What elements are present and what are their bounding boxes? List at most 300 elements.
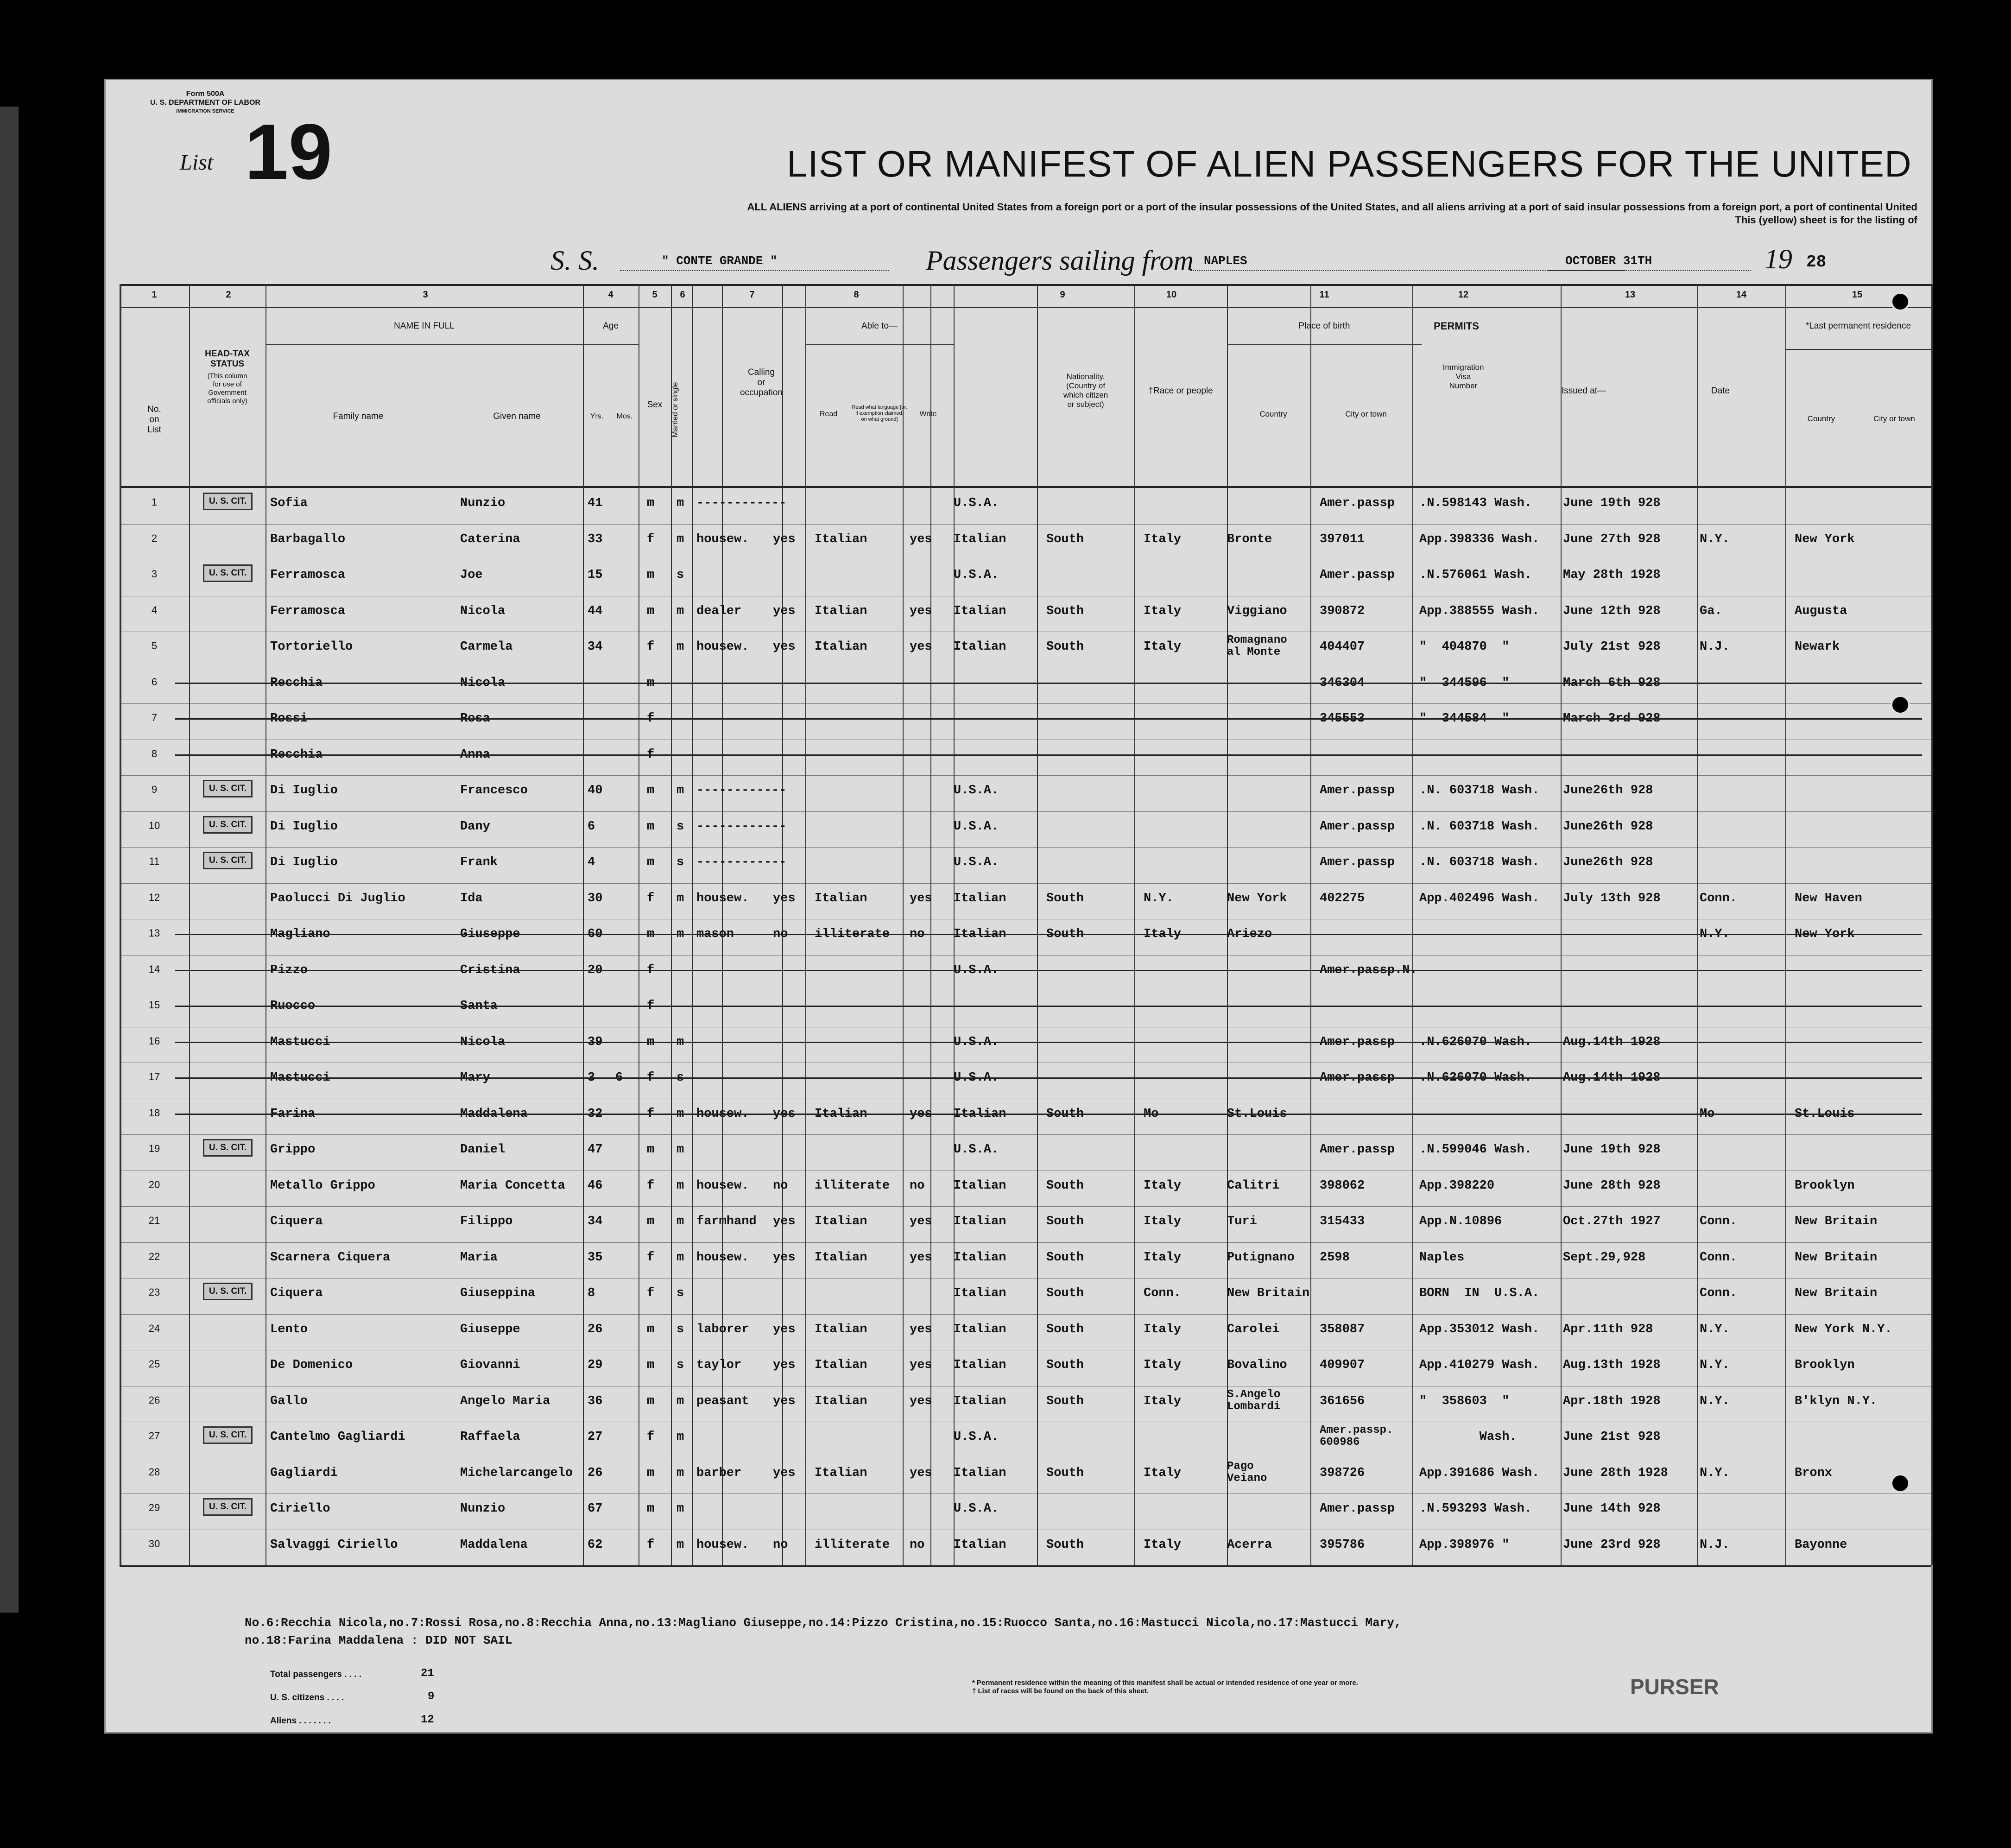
marital-status: m	[677, 532, 684, 546]
birth-city: Turi	[1227, 1215, 1257, 1228]
birth-country: Italy	[1144, 1466, 1182, 1480]
strike-through-line	[175, 718, 1922, 720]
column-rule	[1037, 284, 1038, 1565]
permit-date: June 21st 928	[1563, 1430, 1661, 1444]
residence-city: St.Louis	[1795, 1107, 1855, 1121]
given-name: Joe	[460, 568, 483, 582]
birth-city: Calitri	[1227, 1178, 1280, 1193]
visa-number: 2598	[1320, 1250, 1350, 1265]
us-citizens-value: 9	[428, 1690, 435, 1703]
ship-name: " CONTE GRANDE "	[662, 254, 778, 268]
permit-date: June 19th 928	[1563, 1143, 1661, 1157]
header-issued-at: Issued at—	[1561, 386, 1606, 396]
can-read: no	[773, 927, 788, 941]
visa-number: 346304	[1320, 676, 1365, 690]
marital-status: m	[677, 1394, 684, 1408]
family-name: Grippo	[270, 1143, 316, 1157]
sex: f	[647, 891, 655, 905]
sex: f	[647, 712, 655, 726]
race: South	[1046, 1286, 1084, 1300]
permit-date: Apr.18th 1928	[1563, 1394, 1661, 1408]
column-number: 3	[423, 290, 428, 300]
family-name: Tortoriello	[270, 640, 353, 654]
permit-date: Aug.14th 1928	[1563, 1035, 1661, 1049]
can-write: yes	[910, 532, 932, 546]
family-name: Mastucci	[270, 1035, 330, 1049]
can-write: no	[910, 927, 925, 941]
header-place-of-birth: Place of birth	[1298, 321, 1350, 331]
us-citizen-stamp: U. S. CIT.	[203, 780, 253, 797]
residence-city: New Britain	[1795, 1250, 1878, 1265]
marital-status: m	[677, 1215, 684, 1228]
family-name: De Domenico	[270, 1358, 353, 1372]
header-write: Write	[919, 410, 937, 418]
nationality: Italian	[954, 1286, 1006, 1300]
row-number: 20	[148, 1178, 160, 1190]
residence-city: New Britain	[1795, 1215, 1878, 1228]
row-number: 19	[148, 1143, 160, 1154]
ss-label: S. S.	[550, 245, 599, 276]
can-write: yes	[910, 891, 932, 905]
marital-status: s	[677, 855, 684, 869]
visa-number: Amer.passp	[1320, 568, 1395, 582]
family-name: Barbagallo	[270, 532, 346, 546]
issued-at: " 358603 "	[1419, 1394, 1510, 1408]
given-name: Filippo	[460, 1215, 513, 1228]
nationality: Italian	[954, 1466, 1006, 1480]
date-fill-line	[1547, 270, 1751, 271]
given-name: Santa	[460, 999, 498, 1013]
visa-number: 315433	[1320, 1215, 1365, 1228]
can-read: yes	[773, 1466, 796, 1480]
header-head-tax-note: (This column for use of Government officials only)	[207, 372, 247, 405]
can-write: no	[910, 1178, 925, 1193]
residence-country: N.J.	[1700, 1538, 1730, 1552]
age-years: 15	[588, 568, 603, 582]
can-read: yes	[773, 1322, 796, 1336]
sex: f	[647, 747, 655, 762]
row-number: 11	[149, 855, 160, 867]
column-number: 9	[1060, 290, 1065, 300]
issued-at: App.410279 Wash.	[1419, 1358, 1540, 1372]
can-read: no	[773, 1538, 788, 1552]
read-language: Italian	[815, 1215, 867, 1228]
can-write: yes	[910, 640, 932, 654]
age-years: 36	[588, 1394, 603, 1408]
birth-country: Italy	[1144, 927, 1182, 941]
race: South	[1046, 1107, 1084, 1121]
family-name: Salvaggi Ciriello	[270, 1538, 398, 1552]
age-years: 26	[588, 1466, 603, 1480]
age-years: 29	[588, 1358, 603, 1372]
visa-number: Amer.passp	[1320, 1143, 1395, 1157]
age-years: 39	[588, 1035, 603, 1049]
visa-number: 398062	[1320, 1178, 1365, 1193]
header-sex: Sex	[647, 400, 663, 410]
column-number: 8	[854, 290, 859, 300]
age-years: 34	[588, 640, 603, 654]
read-language: illiterate	[815, 1178, 890, 1193]
sex: m	[647, 676, 655, 690]
read-language: Italian	[815, 1107, 867, 1121]
occupation: housew.	[696, 891, 749, 905]
can-write: yes	[910, 1215, 932, 1228]
binder-ring	[1891, 292, 1910, 311]
nationality: Italian	[954, 1394, 1006, 1408]
residence-city: New Britain	[1795, 1286, 1878, 1300]
given-name: Mary	[460, 1071, 490, 1085]
column-rule	[1697, 284, 1698, 1565]
row-rule	[120, 1314, 1931, 1315]
list-label: List	[180, 150, 214, 175]
race: South	[1046, 891, 1084, 905]
header-no-on-list: No. on List	[147, 405, 161, 435]
header-able-to: Able to—	[861, 321, 898, 331]
issued-at: App.398220	[1419, 1178, 1495, 1193]
header-language: Read what language [or, if exemption claimed, on what ground]	[852, 405, 907, 422]
issued-at: App.402496 Wash.	[1419, 891, 1540, 905]
list-number: 19	[245, 108, 333, 196]
age-months: 6	[615, 1071, 623, 1085]
row-rule	[120, 1134, 1931, 1135]
row-number: 15	[148, 999, 160, 1011]
strike-through-line	[175, 683, 1922, 684]
us-citizen-stamp: U. S. CIT.	[203, 493, 253, 510]
occupation: barber	[696, 1466, 742, 1480]
residence-city: B'klyn N.Y.	[1795, 1394, 1878, 1408]
marital-status: m	[677, 1430, 684, 1444]
strike-through-line	[175, 754, 1922, 756]
nationality: U.S.A.	[954, 1430, 999, 1444]
column-number: 15	[1852, 290, 1863, 300]
permit-date: June 23rd 928	[1563, 1538, 1661, 1552]
column-rule	[930, 284, 931, 1565]
permit-date: July 21st 928	[1563, 640, 1661, 654]
row-number: 26	[148, 1394, 160, 1406]
race: South	[1046, 1322, 1084, 1336]
age-years: 47	[588, 1143, 603, 1157]
permit-date: June26th 928	[1563, 855, 1653, 869]
residence-city: New Haven	[1795, 891, 1862, 905]
column-rule	[692, 284, 693, 1565]
issued-at: .N. 603718 Wash.	[1419, 784, 1540, 797]
nationality: Italian	[954, 604, 1006, 618]
family-name: Magliano	[270, 927, 330, 941]
given-name: Carmela	[460, 640, 513, 654]
residence-city: Brooklyn	[1795, 1178, 1855, 1193]
row-number: 8	[151, 747, 158, 759]
issued-at: App.398336 Wash.	[1419, 532, 1540, 546]
aliens-label: Aliens . . . . . . .	[270, 1716, 331, 1726]
nationality: Italian	[954, 532, 1006, 546]
column-number: 12	[1458, 290, 1469, 300]
row-rule	[120, 811, 1931, 812]
binder-ring	[1891, 695, 1910, 715]
race: South	[1046, 1358, 1084, 1372]
table-top-border	[120, 284, 1931, 286]
column-number-divider	[120, 307, 1931, 308]
column-number: 14	[1736, 290, 1747, 300]
sex: m	[647, 819, 655, 834]
marital-status: s	[677, 1286, 684, 1300]
issued-at: Naples	[1419, 1250, 1465, 1265]
header-race: †Race or people	[1148, 386, 1213, 396]
sex: m	[647, 855, 655, 869]
occupation: peasant	[696, 1394, 749, 1408]
visa-number: 404407	[1320, 640, 1365, 654]
can-write: yes	[910, 1107, 932, 1121]
column-number: 1	[152, 290, 157, 300]
marital-status: m	[677, 1502, 684, 1516]
row-rule	[120, 524, 1931, 525]
marital-status: m	[677, 1178, 684, 1193]
birth-country: Italy	[1144, 1215, 1182, 1228]
given-name: Frank	[460, 855, 498, 869]
birth-city: Carolei	[1227, 1322, 1280, 1336]
column-rule	[805, 284, 806, 1565]
residence-country: N.Y.	[1700, 1322, 1730, 1336]
sex: m	[647, 604, 655, 618]
column-rule	[1561, 284, 1562, 1565]
residence-country: Conn.	[1700, 1286, 1738, 1300]
birth-city: Putignano	[1227, 1250, 1295, 1265]
age-years: 6	[588, 819, 595, 834]
given-name: Dany	[460, 819, 490, 834]
given-name: Francesco	[460, 784, 528, 797]
residence-city: Augusta	[1795, 604, 1847, 618]
can-write: yes	[910, 1466, 932, 1480]
birth-city: Ariezo	[1227, 927, 1272, 941]
total-passengers-label: Total passengers . . . .	[270, 1670, 362, 1679]
issued-at: App.353012 Wash.	[1419, 1322, 1540, 1336]
marital-status: m	[677, 1143, 684, 1157]
family-name: Ferramosca	[270, 604, 346, 618]
permit-date: Apr.11th 928	[1563, 1322, 1653, 1336]
can-read: yes	[773, 1358, 796, 1372]
residence-country: Conn.	[1700, 1250, 1738, 1265]
race: South	[1046, 1394, 1084, 1408]
birth-country: Italy	[1144, 532, 1182, 546]
birth-country: Italy	[1144, 1358, 1182, 1372]
occupation: housew.	[696, 640, 749, 654]
given-name: Michelarcangelo	[460, 1466, 573, 1480]
strike-through-line	[175, 1042, 1922, 1043]
row-rule	[120, 1206, 1931, 1207]
read-language: illiterate	[815, 1538, 890, 1552]
header-age: Age	[603, 321, 619, 331]
department-name: U. S. DEPARTMENT OF LABOR	[150, 99, 260, 107]
can-write: no	[910, 1538, 925, 1552]
age-years: 60	[588, 927, 603, 941]
header-given-name: Given name	[493, 411, 541, 421]
family-name: Ferramosca	[270, 568, 346, 582]
aliens-value: 12	[421, 1714, 434, 1726]
row-number: 4	[151, 604, 158, 616]
sex: m	[647, 1502, 655, 1516]
permit-date: June 28th 1928	[1563, 1466, 1668, 1480]
column-rule	[722, 284, 723, 1565]
family-name: Farina	[270, 1107, 316, 1121]
issued-at: .N. 603718 Wash.	[1419, 819, 1540, 834]
race: South	[1046, 1215, 1084, 1228]
given-name: Nicola	[460, 1035, 506, 1049]
birth-country: Conn.	[1144, 1286, 1182, 1300]
marital-status: m	[677, 1107, 684, 1121]
sex: f	[647, 532, 655, 546]
nationality: Italian	[954, 1178, 1006, 1193]
birth-city: New Britain	[1227, 1286, 1310, 1300]
row-number: 27	[148, 1430, 160, 1442]
race: South	[1046, 1250, 1084, 1265]
occupation: ------------	[696, 855, 787, 869]
column-number: 11	[1319, 290, 1329, 300]
given-name: Giuseppe	[460, 1322, 520, 1336]
visa-number: Amer.passp	[1320, 784, 1395, 797]
can-write: yes	[910, 1358, 932, 1372]
given-name: Nunzio	[460, 496, 506, 510]
given-name: Maddalena	[460, 1538, 528, 1552]
residence-city: New York	[1795, 927, 1855, 941]
sailing-date: OCTOBER 31TH	[1565, 254, 1652, 268]
residence-country: N.J.	[1700, 640, 1730, 654]
us-citizen-stamp: U. S. CIT.	[203, 1139, 253, 1157]
marital-status: m	[677, 1035, 684, 1049]
nationality: U.S.A.	[954, 1035, 999, 1049]
header-bottom-border	[120, 486, 1931, 488]
occupation: housew.	[696, 532, 749, 546]
visa-number: 398726	[1320, 1466, 1365, 1480]
marital-status: s	[677, 1071, 684, 1085]
sex: f	[647, 1538, 655, 1552]
race: South	[1046, 1538, 1084, 1552]
occupation: taylor	[696, 1358, 742, 1372]
age-years: 32	[588, 1107, 603, 1121]
read-language: Italian	[815, 532, 867, 546]
residence-country: Mo	[1700, 1107, 1715, 1121]
sex: f	[647, 640, 655, 654]
row-number: 22	[148, 1250, 160, 1262]
issued-at: .N.576061 Wash.	[1419, 568, 1532, 582]
year-suffix: 28	[1806, 253, 1827, 272]
sex: f	[647, 999, 655, 1013]
family-name: Gallo	[270, 1394, 308, 1408]
age-years: 20	[588, 963, 603, 977]
sex: f	[647, 1107, 655, 1121]
family-name: Di Iuglio	[270, 819, 338, 834]
row-number: 25	[148, 1358, 160, 1370]
column-rule	[1310, 284, 1311, 1565]
sex: m	[647, 927, 655, 941]
issued-at: App.N.10896	[1419, 1215, 1502, 1228]
sex: f	[647, 963, 655, 977]
age-years: 4	[588, 855, 595, 869]
birth-country: Italy	[1144, 1178, 1182, 1193]
given-name: Caterina	[460, 532, 520, 546]
birth-city: S.Angelo Lombardi	[1227, 1388, 1281, 1413]
visa-number: 395786	[1320, 1538, 1365, 1552]
header-res-country: Country	[1807, 414, 1835, 423]
visa-number: Amer.passp	[1320, 855, 1395, 869]
header-visa: Immigration Visa Number	[1442, 363, 1484, 390]
race: South	[1046, 604, 1084, 618]
nationality: Italian	[954, 891, 1006, 905]
residence-city: Bayonne	[1795, 1538, 1847, 1552]
residence-city: New York N.Y.	[1795, 1322, 1892, 1336]
residence-country: Conn.	[1700, 891, 1738, 905]
given-name: Maria	[460, 1250, 498, 1265]
can-read: yes	[773, 1394, 796, 1408]
row-number: 18	[148, 1107, 160, 1119]
strike-through-line	[175, 1114, 1922, 1115]
visa-number: Amer.passp	[1320, 819, 1395, 834]
table-bottom-border	[120, 1565, 1931, 1567]
permit-date: June26th 928	[1563, 784, 1653, 797]
row-number: 30	[148, 1538, 160, 1550]
race: South	[1046, 1466, 1084, 1480]
age-years: 44	[588, 604, 603, 618]
given-name: Nunzio	[460, 1502, 506, 1516]
residence-country: N.Y.	[1700, 1394, 1730, 1408]
strike-through-line	[175, 1077, 1922, 1079]
nationality: U.S.A.	[954, 855, 999, 869]
family-name: Mastucci	[270, 1071, 330, 1085]
us-citizen-stamp: U. S. CIT.	[203, 1498, 253, 1516]
visa-number: 409907	[1320, 1358, 1365, 1372]
birth-city: Bovalino	[1227, 1358, 1287, 1372]
birth-country: Mo	[1144, 1107, 1159, 1121]
family-name: Pizzo	[270, 963, 308, 977]
age-years: 27	[588, 1430, 603, 1444]
age-years: 26	[588, 1322, 603, 1336]
able-header-divider	[805, 344, 954, 345]
permit-date: June 12th 928	[1563, 604, 1661, 618]
row-number: 29	[148, 1502, 160, 1513]
header-city-or-town: City or town	[1345, 410, 1387, 418]
read-language: Italian	[815, 1322, 867, 1336]
birth-country: Italy	[1144, 1322, 1182, 1336]
visa-number: Amer.passp	[1320, 1502, 1395, 1516]
sex: m	[647, 1394, 655, 1408]
race: South	[1046, 532, 1084, 546]
visa-number: 361656	[1320, 1394, 1365, 1408]
occupation: laborer	[696, 1322, 749, 1336]
column-rule	[583, 284, 584, 1565]
birth-country: Italy	[1144, 1538, 1182, 1552]
permit-date: Aug.13th 1928	[1563, 1358, 1661, 1372]
age-years: 34	[588, 1215, 603, 1228]
residence-header-divider	[1785, 349, 1931, 350]
nationality: Italian	[954, 927, 1006, 941]
residence-country: Conn.	[1700, 1215, 1738, 1228]
column-number: 13	[1625, 290, 1636, 300]
issued-at: Wash.	[1419, 1430, 1517, 1444]
sex: f	[647, 1286, 655, 1300]
row-number: 3	[151, 568, 158, 580]
family-name: Ciquera	[270, 1215, 323, 1228]
column-number: 2	[226, 290, 231, 300]
nationality: Italian	[954, 1215, 1006, 1228]
did-not-sail-note: No.6:Recchia Nicola,no.7:Rossi Rosa,no.8:Recchia Anna,no.13:Magliano Giuseppe,no.14:Pizzo Cristina,no.15:Ruocco Santa,no.16:Mastucci Nicola,no.17:Mastucci Mary, no.18:Farina Maddalena : DID NOT SAIL	[245, 1616, 1402, 1647]
occupation: ------------	[696, 496, 787, 510]
birth-city: Pago Veiano	[1227, 1460, 1267, 1485]
column-rule	[1412, 284, 1413, 1565]
given-name: Maria Concetta	[460, 1178, 565, 1193]
header-read: Read	[819, 410, 838, 418]
marital-status: s	[677, 819, 684, 834]
sex: m	[647, 568, 655, 582]
book-binding	[0, 107, 19, 1613]
sex: f	[647, 1250, 655, 1265]
